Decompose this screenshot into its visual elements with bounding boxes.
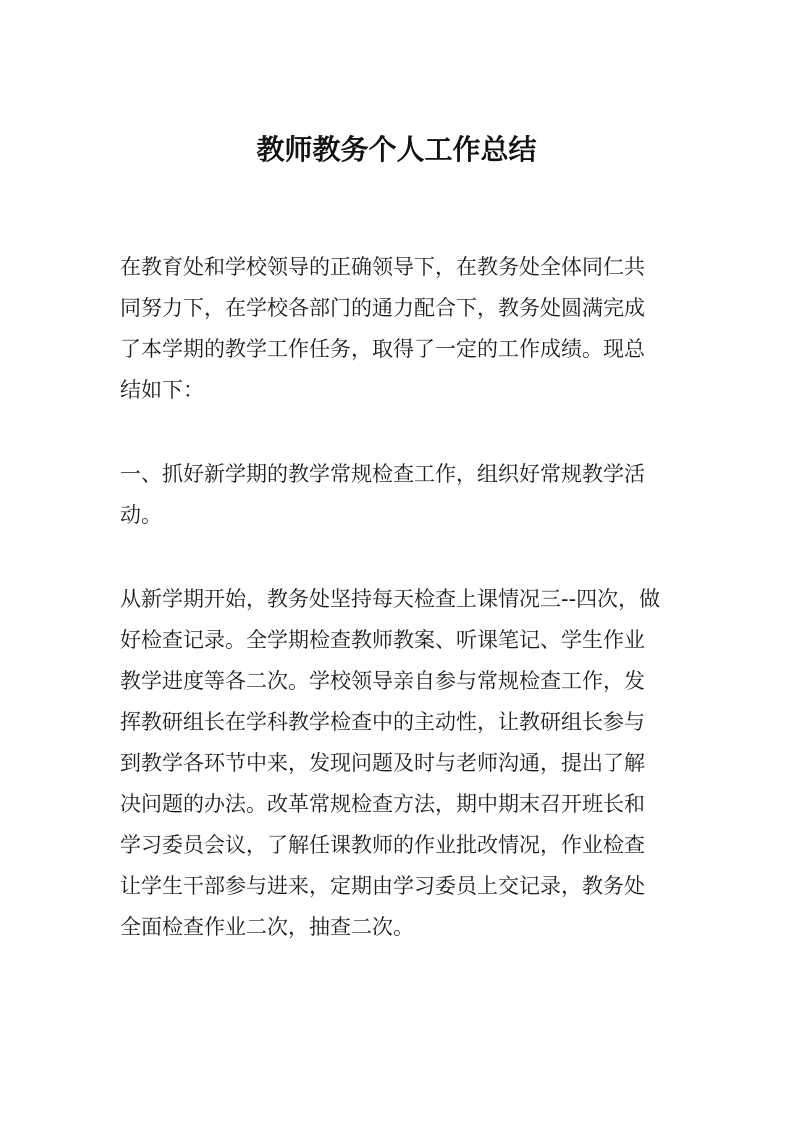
text-line: 学习委员会议，了解任课教师的作业批改情况，作业检查 xyxy=(120,833,645,857)
text-line: 在教育处和学校领导的正确领导下，在教务处全体同仁共 xyxy=(120,255,645,279)
text-line: 了本学期的教学工作任务，取得了一定的工作成绩。现总 xyxy=(120,337,645,361)
text-line: 同努力下，在学校各部门的通力配合下，教务处圆满完成 xyxy=(120,296,645,320)
text-line: 决问题的办法。改革常规检查方法，期中期末召开班长和 xyxy=(120,792,645,816)
text-line: 让学生干部参与进来，定期由学习委员上交记录，教务处 xyxy=(120,874,645,898)
text-line: 挥教研组长在学科教学检查中的主动性，让教研组长参与 xyxy=(120,710,645,734)
text-line: 一、抓好新学期的教学常规检查工作，组织好常规教学活 xyxy=(120,462,645,486)
paragraph-section-1-body xyxy=(120,579,680,948)
text-line: 结如下： xyxy=(120,378,204,402)
document-title: 教师教务个人工作总结 xyxy=(256,133,537,166)
text-line: 动。 xyxy=(120,503,162,527)
text-line: 到教学各环节中来，发现问题及时与老师沟通，提出了解 xyxy=(120,751,645,775)
section-heading-1 xyxy=(120,454,680,536)
text-line: 全面检查作业二次，抽查二次。 xyxy=(120,915,414,939)
text-line: 教学进度等各二次。学校领导亲自参与常规检查工作，发 xyxy=(120,669,645,693)
text-line: 从新学期开始，教务处坚持每天检查上课情况三--四次，做 xyxy=(120,587,661,611)
text-line: 好检查记录。全学期检查教师教案、听课笔记、学生作业 xyxy=(120,628,645,652)
paragraph-intro xyxy=(120,247,680,411)
